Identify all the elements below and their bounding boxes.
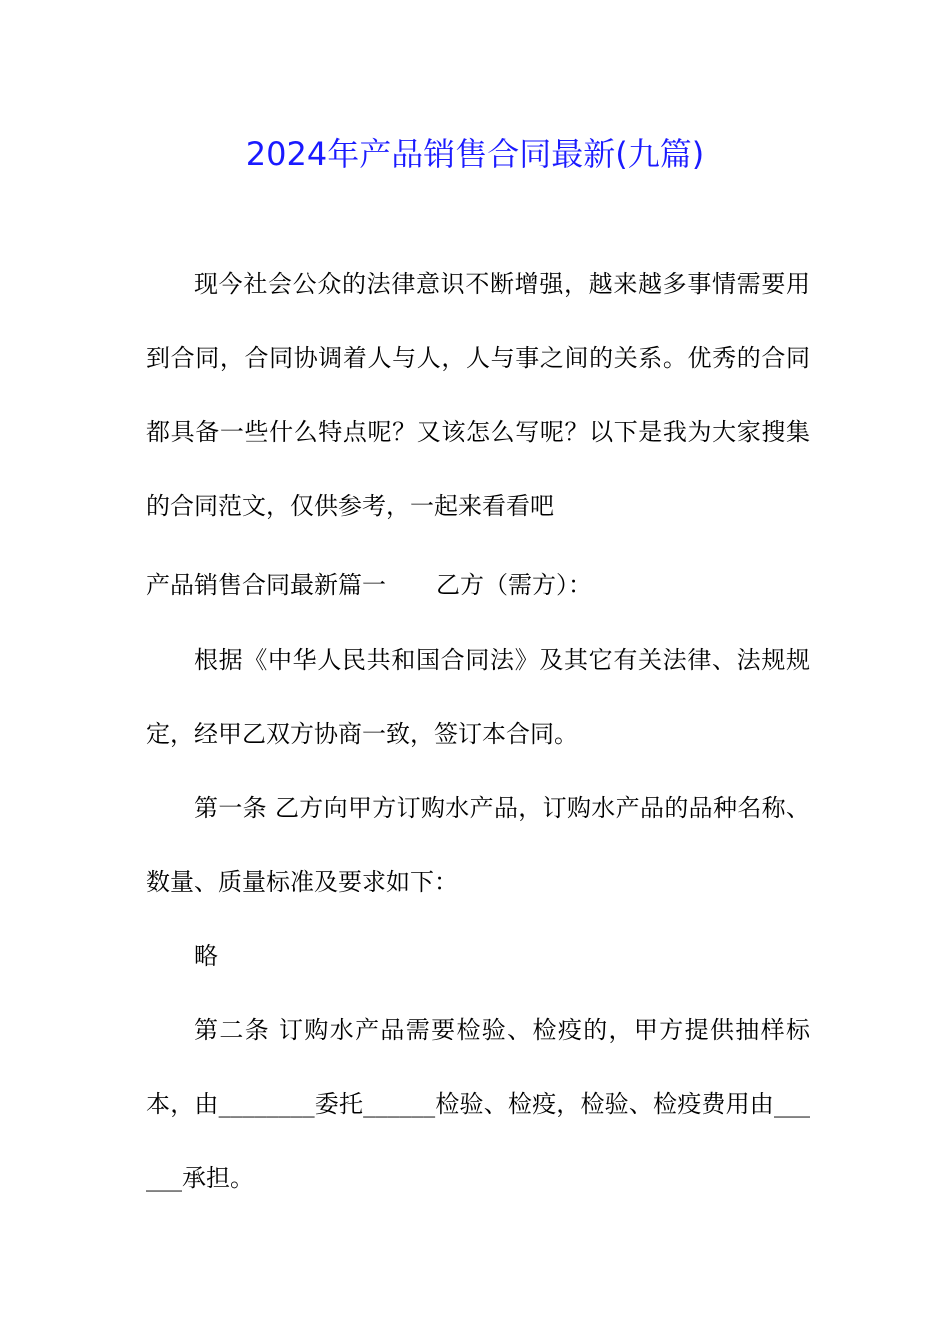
article1-paragraph: 第一条 乙方向甲方订购水产品，订购水产品的品种名称、数量、质量标准及要求如下： (146, 794, 810, 896)
omitted-paragraph: 略 (194, 942, 218, 970)
article2-paragraph: 第二条 订购水产品需要检验、检疫的，甲方提供抽样标本，由________委托______检验、检疫，检验、检疫费用由______承担。 (146, 1016, 810, 1192)
basis-paragraph: 根据《中华人民共和国合同法》及其它有关法律、法规规定，经甲乙双方协商一致，签订本合同。 (146, 646, 810, 748)
section-heading: 产品销售合同最新篇一 (146, 571, 386, 599)
intro-paragraph: 现今社会公众的法律意识不断增强，越来越多事情需要用到合同，合同协调着人与人，人与事之间的关系。优秀的合同都具备一些什么特点呢？又该怎么写呢？以下是我为大家搜集的合同范文，仅供参考，一起来看看吧 (146, 270, 810, 520)
document-title: 2024年产品销售合同最新(九篇) (245, 135, 705, 173)
party-b-label: 乙方（需方）： (436, 571, 592, 599)
omitted-block (146, 919, 810, 993)
section-heading-line (146, 565, 592, 605)
intro-block (146, 247, 810, 543)
basis-block (146, 623, 810, 771)
article1-block (146, 771, 810, 919)
article2-block (146, 993, 810, 1215)
